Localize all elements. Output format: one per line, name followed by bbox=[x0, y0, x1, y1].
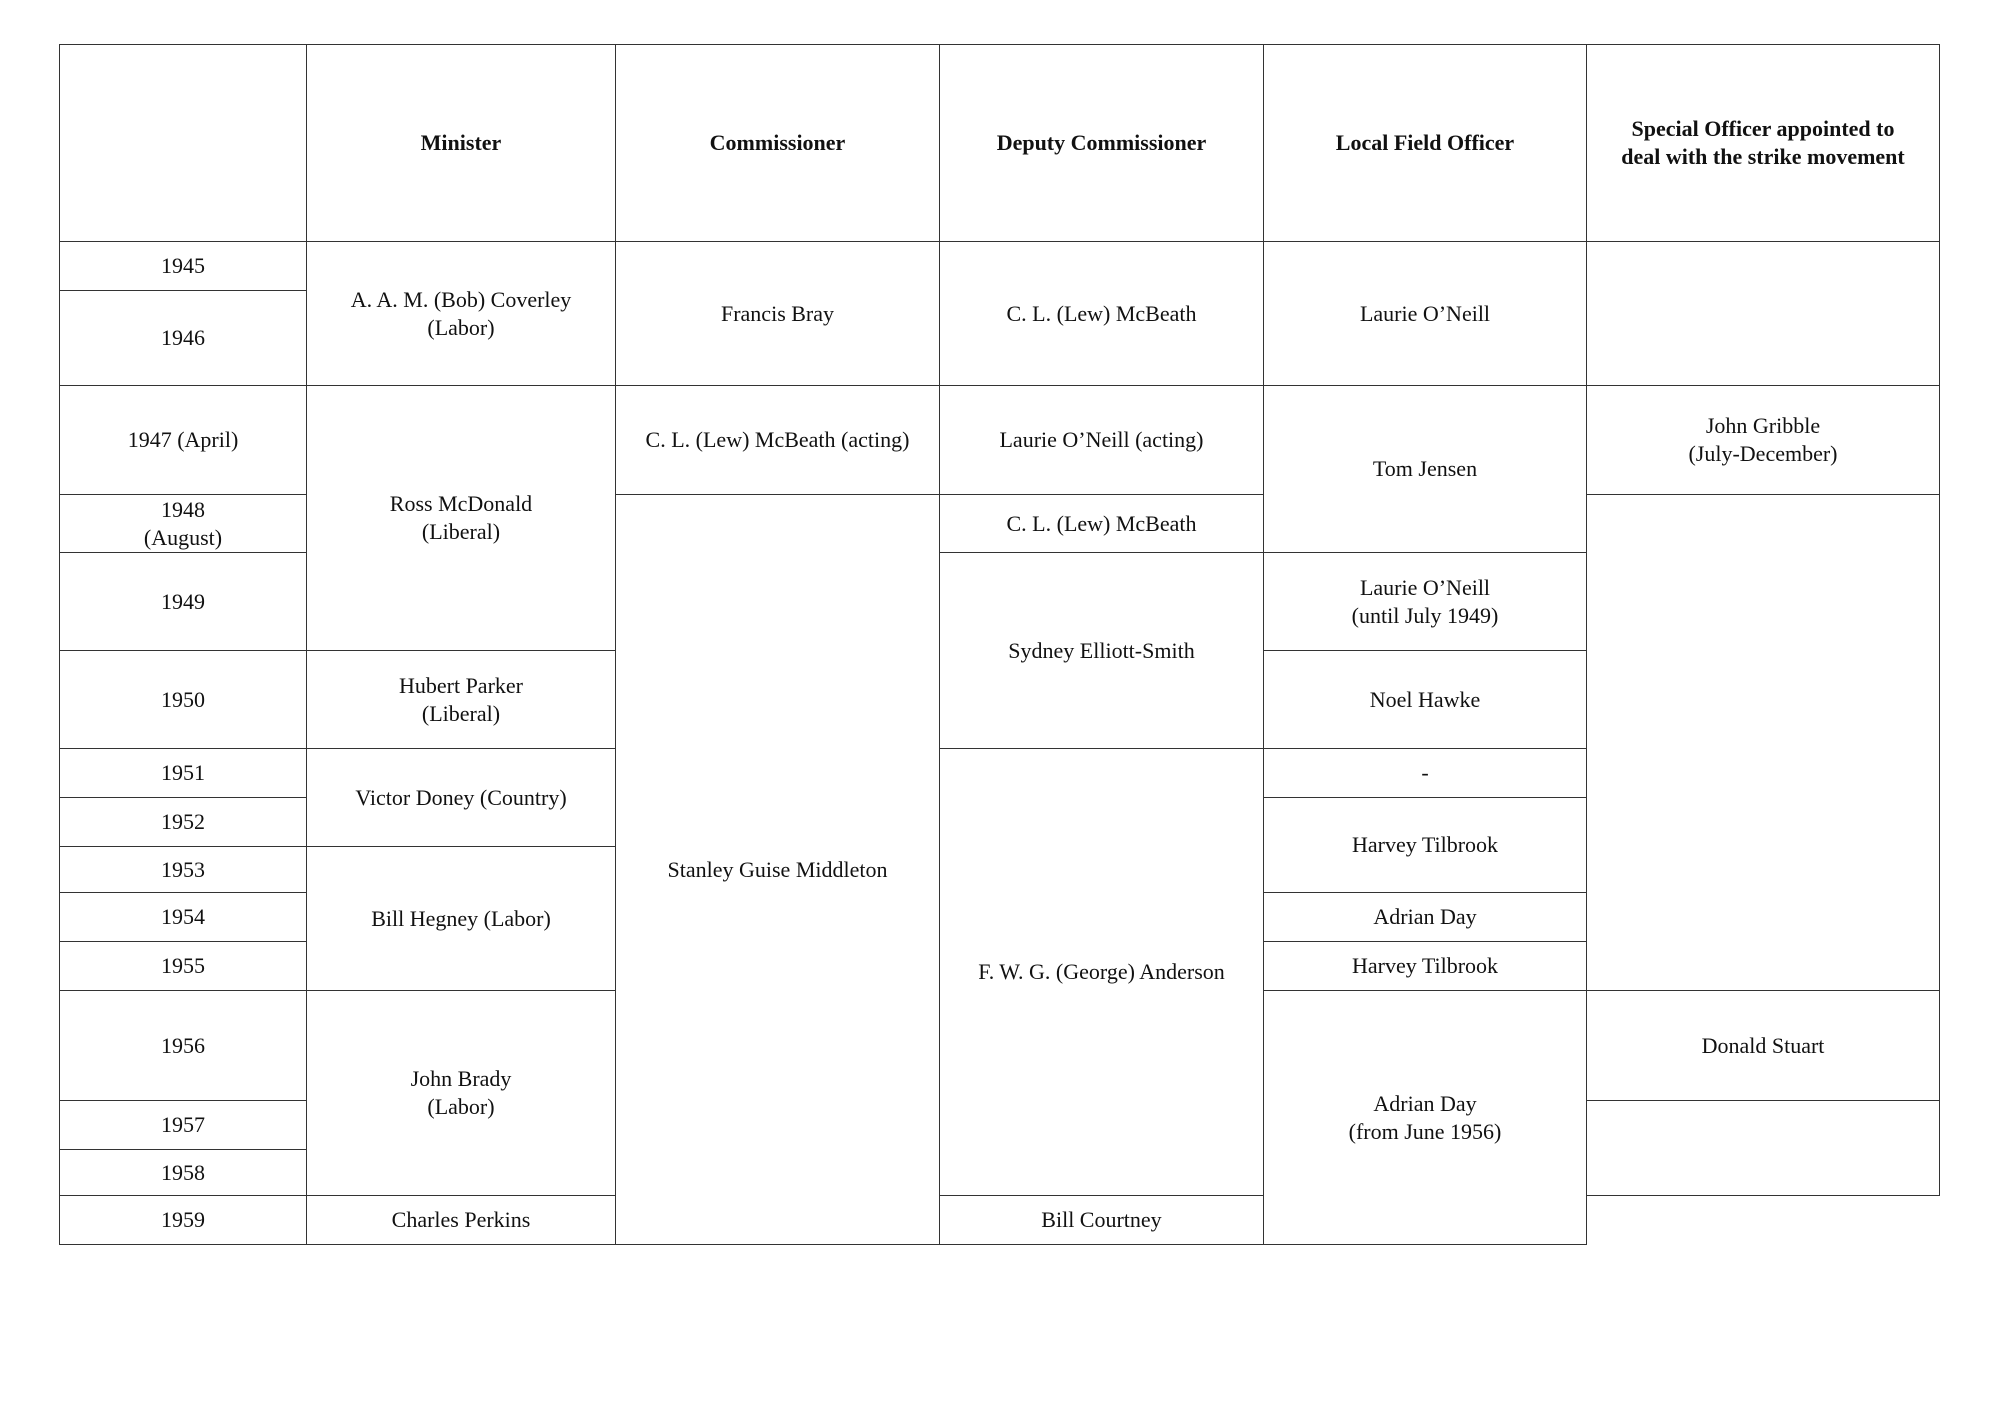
header-local-field-officer: Local Field Officer bbox=[1264, 45, 1587, 242]
year-cell: 1959 bbox=[60, 1196, 307, 1245]
table-row bbox=[60, 242, 1940, 291]
deputy-cell: F. W. G. (George) Anderson bbox=[940, 749, 1264, 1196]
commissioner-cell: Stanley Guise Middleton bbox=[616, 495, 940, 1245]
table-row bbox=[60, 386, 1940, 495]
year-cell: 1951 bbox=[60, 749, 307, 798]
special-officer-cell: Donald Stuart bbox=[1587, 991, 1940, 1101]
year-cell: 1953 bbox=[60, 847, 307, 893]
year-cell: 1949 bbox=[60, 553, 307, 651]
minister-cell: Charles Perkins bbox=[307, 1196, 616, 1245]
field-officer-cell: Adrian Day bbox=[1264, 893, 1587, 942]
special-officer-cell: Bill Courtney bbox=[940, 1196, 1264, 1245]
table-row bbox=[60, 1196, 1940, 1245]
field-officer-cell: Harvey Tilbrook bbox=[1264, 942, 1587, 991]
field-officer-cell: Harvey Tilbrook bbox=[1264, 798, 1587, 893]
minister-cell: A. A. M. (Bob) Coverley (Labor) bbox=[307, 242, 616, 386]
field-officer-cell: - bbox=[1264, 749, 1587, 798]
minister-cell: John Brady (Labor) bbox=[307, 991, 616, 1196]
special-officer-cell bbox=[1587, 1101, 1940, 1196]
year-cell: 1958 bbox=[60, 1150, 307, 1196]
year-cell: 1947 (April) bbox=[60, 386, 307, 495]
minister-cell: Victor Doney (Country) bbox=[307, 749, 616, 847]
deputy-cell: C. L. (Lew) McBeath bbox=[940, 495, 1264, 553]
commissioner-cell: C. L. (Lew) McBeath (acting) bbox=[616, 386, 940, 495]
header-deputy-commissioner: Deputy Commissioner bbox=[940, 45, 1264, 242]
year-cell: 1945 bbox=[60, 242, 307, 291]
year-cell: 1950 bbox=[60, 651, 307, 749]
field-officer-cell: Noel Hawke bbox=[1264, 651, 1587, 749]
field-officer-cell: Tom Jensen bbox=[1264, 386, 1587, 553]
special-officer-cell bbox=[1587, 242, 1940, 386]
commissioner-cell: Francis Bray bbox=[616, 242, 940, 386]
year-cell: 1955 bbox=[60, 942, 307, 991]
header-row bbox=[60, 45, 1940, 242]
year-cell: 1954 bbox=[60, 893, 307, 942]
header-year bbox=[60, 45, 307, 242]
year-cell: 1952 bbox=[60, 798, 307, 847]
minister-cell: Hubert Parker (Liberal) bbox=[307, 651, 616, 749]
special-officer-cell: John Gribble (July-December) bbox=[1587, 386, 1940, 495]
deputy-cell: C. L. (Lew) McBeath bbox=[940, 242, 1264, 386]
field-officer-cell: Adrian Day (from June 1956) bbox=[1264, 991, 1587, 1245]
year-cell: 1957 bbox=[60, 1101, 307, 1150]
year-cell: 1948 (August) bbox=[60, 495, 307, 553]
year-cell: 1946 bbox=[60, 291, 307, 386]
field-officer-cell: Laurie O’Neill (until July 1949) bbox=[1264, 553, 1587, 651]
field-officer-cell: Laurie O’Neill bbox=[1264, 242, 1587, 386]
officials-table bbox=[59, 44, 1940, 1245]
header-special-officer: Special Officer appointed to deal with the strike movement bbox=[1587, 45, 1940, 242]
deputy-cell: Laurie O’Neill (acting) bbox=[940, 386, 1264, 495]
header-minister: Minister bbox=[307, 45, 616, 242]
special-officer-cell bbox=[1587, 495, 1940, 991]
deputy-cell: Sydney Elliott-Smith bbox=[940, 553, 1264, 749]
header-commissioner: Commissioner bbox=[616, 45, 940, 242]
minister-cell: Ross McDonald (Liberal) bbox=[307, 386, 616, 651]
minister-cell: Bill Hegney (Labor) bbox=[307, 847, 616, 991]
year-cell: 1956 bbox=[60, 991, 307, 1101]
